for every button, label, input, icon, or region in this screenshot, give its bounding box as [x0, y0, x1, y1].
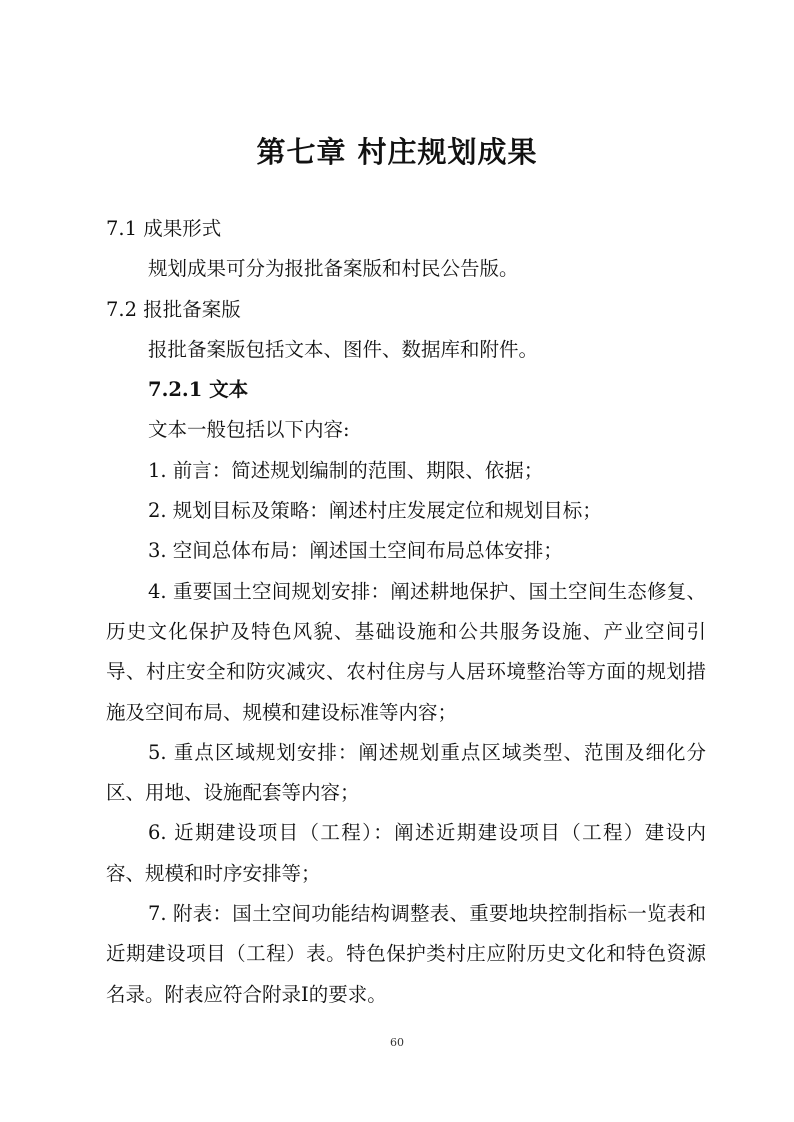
section-heading-7-1: 7.1 成果形式: [106, 217, 222, 240]
subsection-heading-7-2-1: 7.2.1 文本: [148, 378, 249, 402]
section-heading-7-2: 7.2 报批备案版: [106, 297, 241, 321]
page-number: 60: [390, 1036, 404, 1049]
list-item: 2. 规划目标及策略：阐述村庄发展定位和规划目标；: [148, 499, 602, 523]
subsection-7-2-1-intro: 文本一般包括以下内容:: [148, 418, 350, 442]
list-item: 4. 重要国土空间规划安排：阐述耕地保护、国土空间生态修复、历史文化保护及特色风貌、基础设施和公共服务设施、产业空间引导、村庄安全和防灾减灾、农村住房与人居环境整治等方面的规划措施及空间布局、规模和建设标准等内容；: [106, 579, 706, 724]
list-item: 7. 附表：国土空间功能结构调整表、重要地块控制指标一览表和近期建设项目（工程）表。特色保护类村庄应附历史文化和特色资源名录。附表应符合附录I的要求。: [106, 902, 706, 1006]
list-item: 1. 前言：简述规划编制的范围、期限、依据；: [148, 458, 544, 482]
section-7-2-text: 报批备案版包括文本、图件、数据库和附件。: [148, 337, 539, 361]
document-body: [106, 209, 706, 1015]
chapter-title: 第七章 村庄规划成果: [256, 135, 538, 169]
section-7-1-text: 规划成果可分为报批备案版和村民公告版。: [148, 257, 519, 281]
list-item: 5. 重点区域规划安排：阐述规划重点区域类型、范围及细化分区、用地、设施配套等内容；: [106, 740, 706, 805]
list-item: 6. 近期建设项目（工程）：阐述近期建设项目（工程）建设内容、规模和时序安排等；: [106, 821, 706, 885]
list-item: 3. 空间总体布局：阐述国土空间布局总体安排；: [148, 539, 563, 563]
